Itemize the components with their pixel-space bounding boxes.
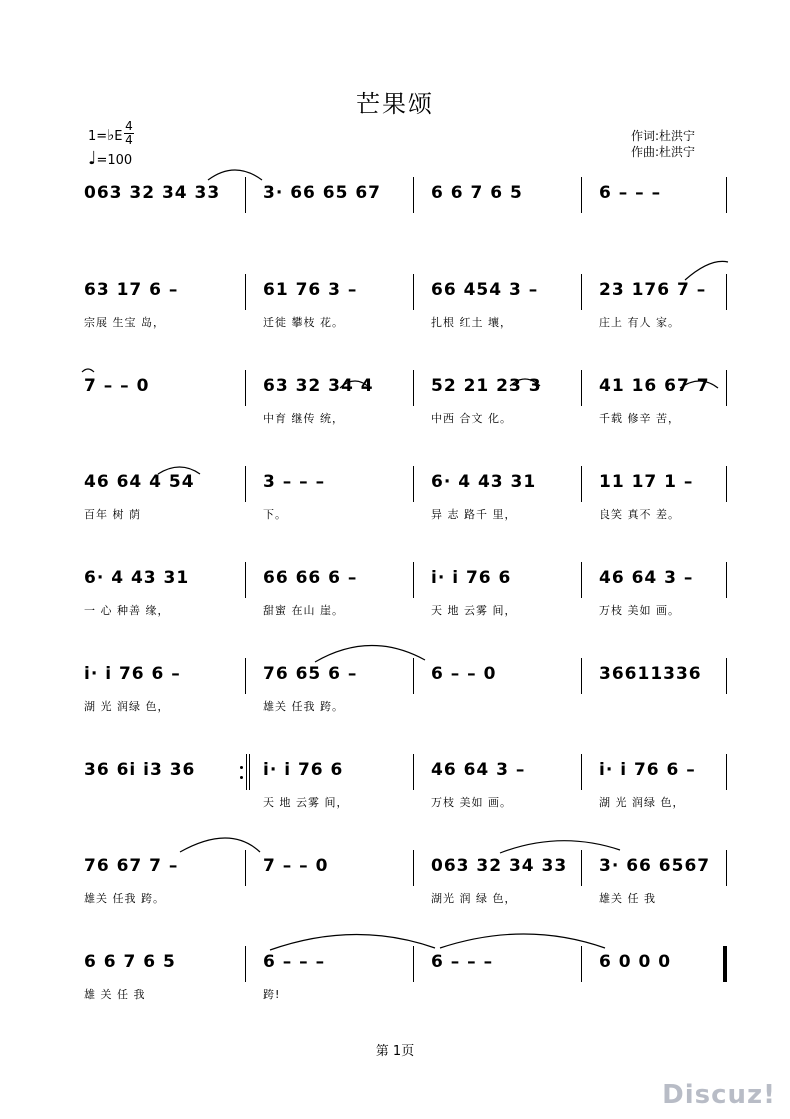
measure-notes: 7 – – 0 (263, 856, 329, 876)
measure-notes: 63 17 6 – (84, 280, 179, 300)
slur (680, 381, 718, 388)
slur (685, 261, 728, 280)
measure-lyrics: 百年 树 荫 (84, 508, 141, 521)
time-signature-denominator: 4 (125, 133, 133, 147)
measure-notes: 46 64 3 – (431, 760, 526, 780)
measure-lyrics: 千载 修辛 苦， (599, 412, 680, 425)
measure-notes: 46 64 3 – (599, 568, 694, 588)
flat-symbol: ♭ (107, 126, 115, 144)
tempo-value: =100 (96, 153, 133, 168)
measure-lyrics: 万枝 美如 画。 (431, 796, 512, 809)
measure-notes: 11 17 1 – (599, 472, 694, 492)
lyricist-credit: 作词:杜洪宁 (631, 129, 696, 143)
measure-notes: 52 21 23 3 (431, 376, 542, 396)
measure-notes: 76 65 6 – (263, 664, 358, 684)
measure-lyrics: 迁徙 攀枝 花。 (263, 316, 344, 329)
key-note: E (114, 129, 123, 144)
measure-notes: 66 66 6 – (263, 568, 358, 588)
measure-lyrics: 雄 关 任 我 (84, 988, 146, 1001)
measure-notes: 6 0 0 0 (599, 952, 672, 972)
measure-notes: 6 – – 0 (431, 664, 497, 684)
measure-notes: 41 16 67 7 (599, 376, 710, 396)
slur (510, 379, 540, 386)
measure-notes: i· i 76 6 – (599, 760, 696, 780)
quarter-note-icon: ♩ (88, 148, 97, 169)
measure-notes: 36611336 (599, 664, 702, 684)
measure-notes: 3 – – – (263, 472, 326, 492)
measure-notes: 6· 4 43 31 (84, 568, 190, 588)
measure-lyrics: 万枝 美如 画。 (599, 604, 680, 617)
slur (500, 841, 620, 853)
measure-lyrics: 庄上 有人 家。 (599, 316, 680, 329)
measure-lyrics: 湖 光 润绿 色， (599, 796, 685, 809)
key-prefix: 1= (88, 129, 108, 144)
measure-notes: 61 76 3 – (263, 280, 358, 300)
measure-notes: i· i 76 6 (431, 568, 512, 588)
measure-notes: 76 67 7 – (84, 856, 179, 876)
page-number: 第 1页 (375, 1044, 415, 1059)
measure-notes: 6 6 7 6 5 (84, 952, 176, 972)
measure-notes: i· i 76 6 – (84, 664, 181, 684)
slur (340, 381, 370, 388)
measure-lyrics: 下。 (263, 508, 287, 521)
measure-lyrics: 甜蜜 在山 崖。 (263, 604, 344, 617)
measure-lyrics: 跨! (263, 988, 281, 1001)
measure-lyrics: 宗展 生宝 岛， (84, 316, 165, 329)
measure-notes: 3· 66 6567 (599, 856, 711, 876)
slur (270, 934, 435, 950)
measure-lyrics: 湖 光 润绿 色， (84, 700, 170, 713)
measure-notes: 063 32 34 33 (84, 183, 221, 203)
slur (180, 838, 260, 852)
time-signature-numerator: 4 (125, 119, 133, 133)
measure-lyrics: 中育 继传 统， (263, 412, 344, 425)
measure-notes: 3· 66 65 67 (263, 183, 382, 203)
measure-lyrics: 天 地 云雾 间， (431, 604, 517, 617)
measure-notes: 36 6i i3 36 (84, 760, 196, 780)
measure-lyrics: 雄关 任 我 (599, 892, 656, 905)
measure-lyrics: 天 地 云雾 间， (263, 796, 349, 809)
measure-lyrics: 中西 合文 化。 (431, 412, 512, 425)
measure-lyrics: 异 志 路千 里， (431, 508, 517, 521)
measure-lyrics: 湖光 润 绿 色， (431, 892, 517, 905)
measure-notes: 6· 4 43 31 (431, 472, 537, 492)
measure-notes: 46 64 4 54 (84, 472, 195, 492)
measure-notes: 23 176 7 – (599, 280, 707, 300)
measure-lyrics: 良笑 真不 差。 (599, 508, 680, 521)
measure-notes: i· i 76 6 (263, 760, 344, 780)
slur (158, 467, 200, 474)
measure-lyrics: 一 心 种善 缘， (84, 604, 170, 617)
slur (315, 645, 425, 662)
measure-lyrics: 扎根 红土 壤， (431, 316, 512, 329)
measure-notes: 6 – – – (431, 952, 494, 972)
slur (82, 369, 94, 372)
measure-notes: 6 – – – (599, 183, 662, 203)
slur (440, 934, 605, 948)
measure-notes: 6 6 7 6 5 (431, 183, 523, 203)
measure-notes: 7 – – 0 (84, 376, 150, 396)
composer-credit: 作曲:杜洪宁 (631, 145, 696, 159)
measure-notes: 63 32 34 4 (263, 376, 374, 396)
measure-notes: 6 – – – (263, 952, 326, 972)
watermark: Discuz! (662, 1080, 776, 1110)
slur (208, 170, 262, 180)
page-title: 芒果颂 (356, 90, 434, 118)
measure-notes: 063 32 34 33 (431, 856, 568, 876)
measure-lyrics: 雄关 任我 跨。 (263, 700, 344, 713)
measure-lyrics: 雄关 任我 跨。 (84, 892, 165, 905)
measure-notes: 66 454 3 – (431, 280, 539, 300)
